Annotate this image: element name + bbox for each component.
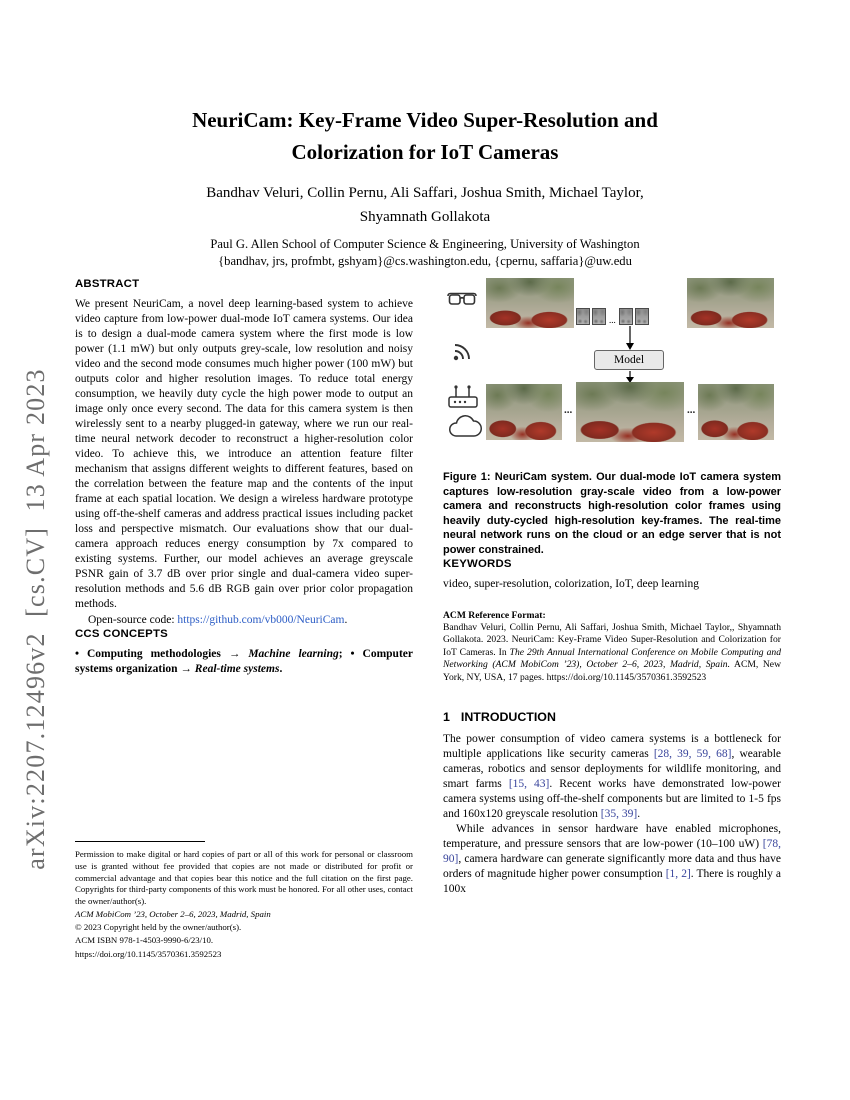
abstract-text: We present NeuriCam, a novel deep learning-based system to achieve video capture from low-power dual-mode IoT camera systems. Our idea is to design a dual-mode camera system where the first mode is low power (1.1 mW) but only outputs grey-scale, low resolution and noisy video and the second mode consumes much higher power (100 mW) but outputs color and higher resolution images. To reduce total energy consumption, we heavily duty cycle the high power mode to output an image only once every second. The data for this camera system is then wirelessly sent to a nearby plugged-in gateway, where we run our real-time neural network decoder to reconstruct a higher-resolution color video. To achieve this, we introduce an attention feature filter mechanism that assigns different weights to different features, based on the correlation between the feature map and the contents of the input frame at each spatial location. We design a wireless hardware prototype using off-the-shelf cameras and address practical issues including packet loss and perspective mismatch. Our evaluations show that our dual-camera approach reduces energy consumption by 7x compared to existing systems. Further, our model achieves an average greyscale PSNR gain of 3.7 dB over prior single and dual-camera video super-resolution methods and 5.6 dB RGB gain over prior color propagation methods. xyxy=(75,298,413,610)
text-segment: While advances in sensor hardware have enabled microphones, temperature, and pressure sensors that are low-power (10–100 uW) xyxy=(443,823,781,850)
ccs-heading: CCS CONCEPTS xyxy=(75,628,168,640)
authors-line1: Bandhav Veluri, Collin Pernu, Ali Saffari, Joshua Smith, Michael Taylor, xyxy=(206,185,644,201)
section-title: INTRODUCTION xyxy=(460,710,556,724)
lowres-frame-strip xyxy=(576,308,649,325)
text-segment: • Computer systems organization xyxy=(75,648,413,675)
open-source-link[interactable]: https://github.com/vb000/NeuriCam xyxy=(177,614,345,626)
paper-title-line2: Colorization for IoT Cameras xyxy=(291,140,559,164)
permission-text: Permission to make digital or hard copies of part or all of this work for personal or classroom use is granted without fee provided that copies are not made or distributed for profit or commercial advantage and that copies bear this notice and the full citation on the first page. Copyrights for third-party components of this work must be honored. For all other uses, contact the owner/author(s). xyxy=(75,849,413,907)
glasses-camera-icon xyxy=(445,290,479,312)
text-segment: . Recent works have demonstrated low-power camera systems using off-the-shelf components but are limited to 1-5 fps and 160x120 greyscale resolution xyxy=(443,778,781,820)
introduction-heading xyxy=(443,710,781,724)
copyright-line: © 2023 Copyright held by the owner/author(s). xyxy=(75,922,242,933)
output-photo-3 xyxy=(698,384,774,440)
arrow-down-icon xyxy=(625,326,635,351)
right-column xyxy=(443,278,781,897)
router-cloud-icon xyxy=(445,384,483,442)
text-segment: ACM, New York, NY, USA, 17 pages. https://doi.org/10.1145/3570361.3592523 xyxy=(443,659,781,683)
output-photo-2 xyxy=(576,382,684,442)
text-segment: . There is roughly a 100x xyxy=(443,868,781,895)
text-segment: , wearable cameras, robotics and sensor deployments for wildlife monitoring, and smart farms xyxy=(443,748,781,790)
text-segment: Real-time systems xyxy=(194,663,280,675)
open-source-period: . xyxy=(344,614,348,626)
abstract-heading: ABSTRACT xyxy=(75,278,140,290)
text-segment: . xyxy=(637,808,641,820)
conference-info: ACM MobiCom ’23, October 2–6, 2023, Madrid, Spain xyxy=(75,908,271,919)
open-source-label: Open-source code: xyxy=(88,614,178,626)
keyframe-photo-left xyxy=(486,278,574,328)
open-source-line xyxy=(75,613,413,628)
ellipsis: ... xyxy=(609,315,616,325)
wireless-signal-icon xyxy=(450,338,476,364)
output-photo-1 xyxy=(486,384,562,440)
model-box: Model xyxy=(594,350,664,370)
authors-line2: Shyamnath Gollakota xyxy=(359,209,491,225)
text-segment: Machine learning xyxy=(248,648,339,660)
text-segment: Bandhav Veluri, Collin Pernu, Ali Saffari, Joshua Smith, Michael Taylor,, Shyamnath Gollakota. 2023. NeuriCam: Key-Frame Video Super-Resolution and Colorization for IoT Cameras. In xyxy=(443,621,781,658)
text-segment: The power consumption of video camera systems is a bottleneck for multiple applications like security cameras xyxy=(443,733,781,760)
text-segment: , camera hardware can generate significantly more data and thus have orders of magnitude higher power consumption xyxy=(443,853,781,880)
footnote-block xyxy=(75,841,413,961)
lowres-frame xyxy=(576,308,590,325)
text-segment: . xyxy=(279,663,283,675)
keywords-heading: KEYWORDS xyxy=(443,557,512,570)
footnote-doi-link[interactable]: https://doi.org/10.1145/3570361.3592523 xyxy=(75,948,222,959)
lowres-frame xyxy=(592,308,606,325)
acm-reference-heading: ACM Reference Format: xyxy=(443,609,546,621)
ellipsis: ... xyxy=(564,404,573,416)
title-block xyxy=(50,104,800,270)
intro-paragraph-1 xyxy=(443,732,781,822)
section-number: 1 xyxy=(443,710,450,724)
text-segment: → xyxy=(228,648,249,660)
citation-link[interactable]: [78, 90] xyxy=(443,838,781,865)
lowres-frame xyxy=(619,308,633,325)
text-segment: • Computing methodologies xyxy=(75,648,229,660)
citation-link[interactable]: [35, 39] xyxy=(600,808,638,820)
keyframe-photo-right xyxy=(687,278,774,328)
text-segment: The 29th Annual International Conference on Mobile Computing and Networking (ACM MobiCom ’23), October 2–6, 2023, Madrid, Spain. xyxy=(443,646,781,671)
lowres-frame xyxy=(635,308,649,325)
figure-1-caption: Figure 1: NeuriCam system. Our dual-mode IoT camera system captures low-resolution gray-scale video from a low-power camera and reconstructs high-resolution color frames using heavily duty-cycled high-resolution key-frames. The real-time neural network runs on the cloud or an edge server that is not power constrained. xyxy=(443,471,781,556)
paper-title-line1: NeuriCam: Key-Frame Video Super-Resolution and xyxy=(192,108,658,132)
author-emails: {bandhav, jrs, profmbt, gshyam}@cs.washington.edu, {cpernu, saffaria}@uw.edu xyxy=(218,254,632,268)
acm-reference-text xyxy=(443,622,781,684)
affiliation: Paul G. Allen School of Computer Science & Engineering, University of Washington xyxy=(210,237,640,251)
left-column xyxy=(75,278,413,677)
ellipsis: ... xyxy=(687,404,696,416)
figure-1-diagram xyxy=(443,278,781,454)
footnote-rule xyxy=(75,841,205,842)
citation-link[interactable]: [15, 43] xyxy=(508,778,550,790)
intro-paragraph-2 xyxy=(443,822,781,897)
citation-link[interactable]: [1, 2] xyxy=(665,868,691,880)
keywords-text: video, super-resolution, colorization, IoT, deep learning xyxy=(443,577,699,590)
isbn-line: ACM ISBN 978-1-4503-9990-6/23/10. xyxy=(75,935,214,946)
ccs-concepts-text xyxy=(75,647,413,677)
arxiv-watermark: arXiv:2207.12496v2 [cs.CV] 13 Apr 2023 xyxy=(21,368,50,870)
text-segment: ; xyxy=(338,648,351,660)
citation-link[interactable]: [28, 39, 59, 68] xyxy=(653,748,732,760)
text-segment: → xyxy=(180,663,195,675)
